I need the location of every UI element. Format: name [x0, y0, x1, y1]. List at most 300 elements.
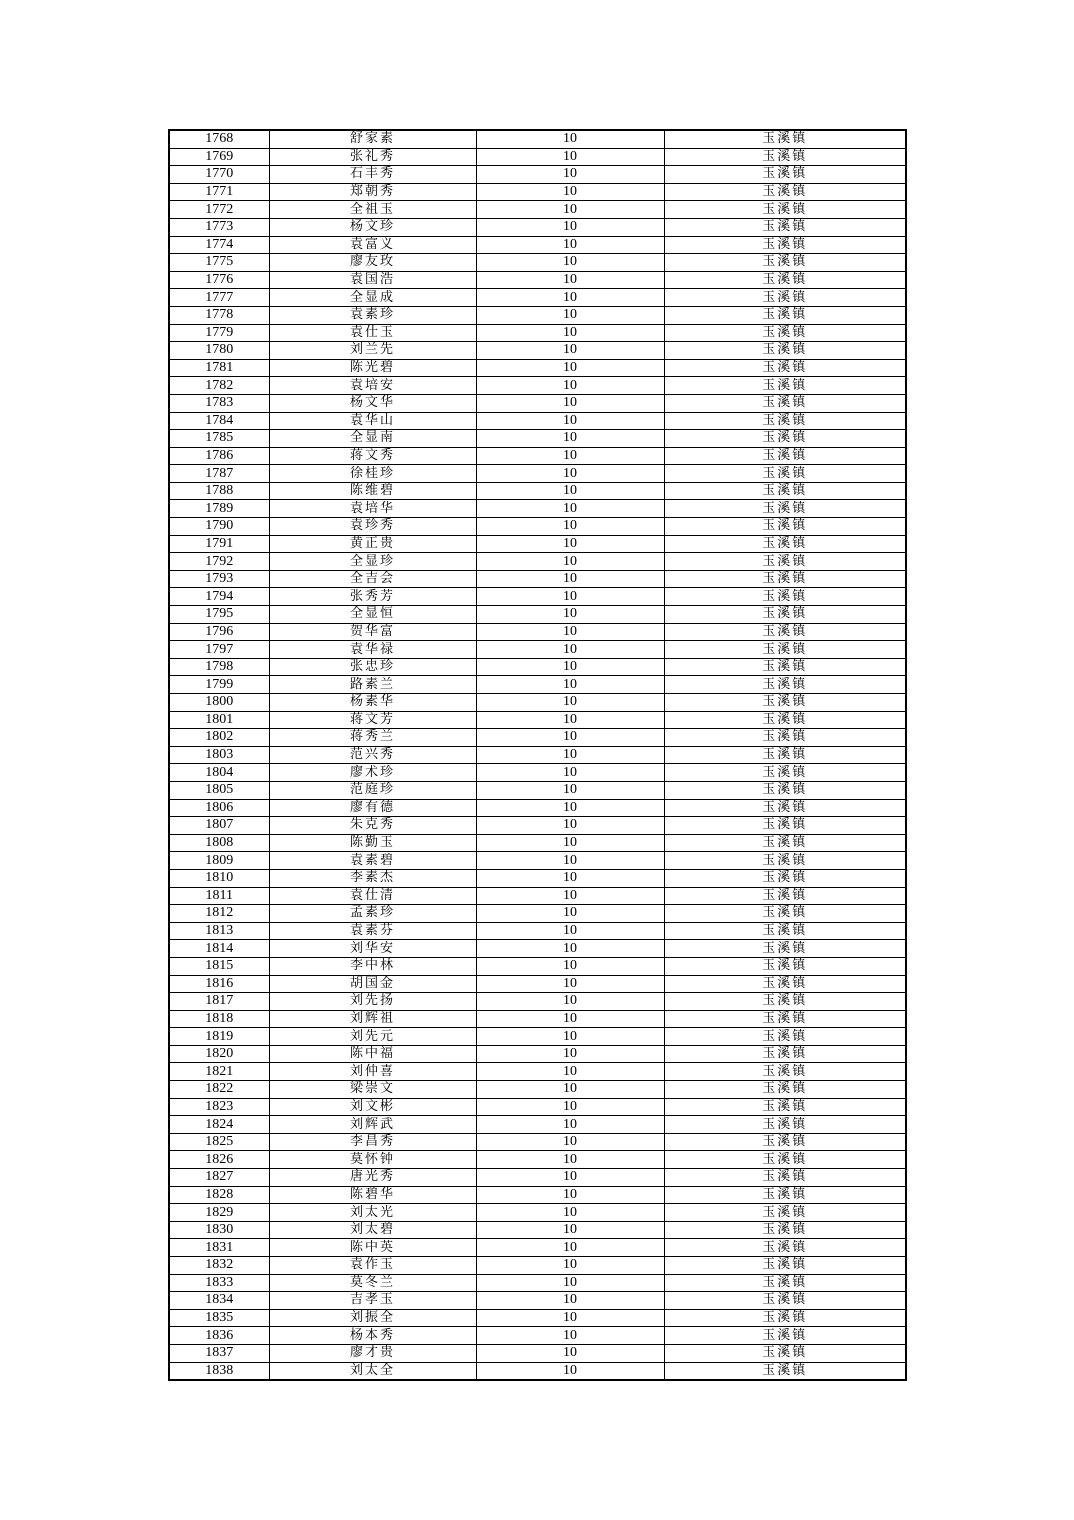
name-cell: 张秀芳: [269, 588, 476, 606]
row-number-cell: 1818: [169, 1010, 269, 1028]
row-number-cell: 1797: [169, 641, 269, 659]
name-cell: 袁华山: [269, 412, 476, 430]
row-number-cell: 1774: [169, 236, 269, 254]
name-cell: 袁素芬: [269, 922, 476, 940]
amount-cell: 10: [476, 518, 664, 536]
table-row: [169, 746, 906, 764]
row-number-cell: 1837: [169, 1344, 269, 1362]
town-cell: 玉溪镇: [664, 834, 906, 852]
row-number-cell: 1830: [169, 1221, 269, 1239]
table-row: [169, 518, 906, 536]
table-row: [169, 1098, 906, 1116]
town-cell: 玉溪镇: [664, 1257, 906, 1275]
town-cell: 玉溪镇: [664, 799, 906, 817]
row-number-cell: 1785: [169, 430, 269, 448]
name-cell: 范庭珍: [269, 781, 476, 799]
row-number-cell: 1834: [169, 1292, 269, 1310]
name-cell: 杨本秀: [269, 1327, 476, 1345]
name-cell: 蒋秀兰: [269, 729, 476, 747]
town-cell: 玉溪镇: [664, 535, 906, 553]
town-cell: 玉溪镇: [664, 359, 906, 377]
town-cell: 玉溪镇: [664, 1327, 906, 1345]
name-cell: 陈勤玉: [269, 834, 476, 852]
row-number-cell: 1826: [169, 1151, 269, 1169]
amount-cell: 10: [476, 1292, 664, 1310]
table-row: [169, 500, 906, 518]
amount-cell: 10: [476, 1169, 664, 1187]
name-cell: 张礼秀: [269, 148, 476, 166]
name-cell: 杨文华: [269, 394, 476, 412]
row-number-cell: 1791: [169, 535, 269, 553]
table-row: [169, 306, 906, 324]
name-cell: 张忠珍: [269, 658, 476, 676]
town-cell: 玉溪镇: [664, 729, 906, 747]
table-row: [169, 764, 906, 782]
name-cell: 刘仲喜: [269, 1063, 476, 1081]
row-number-cell: 1780: [169, 342, 269, 360]
amount-cell: 10: [476, 1221, 664, 1239]
amount-cell: 10: [476, 1274, 664, 1292]
table-row: [169, 465, 906, 483]
table-row: [169, 1309, 906, 1327]
name-cell: 袁珍秀: [269, 518, 476, 536]
name-cell: 全显珍: [269, 553, 476, 571]
table-row: [169, 394, 906, 412]
table-row: [169, 254, 906, 272]
row-number-cell: 1799: [169, 676, 269, 694]
name-cell: 全祖玉: [269, 201, 476, 219]
town-cell: 玉溪镇: [664, 306, 906, 324]
table-row: [169, 1292, 906, 1310]
name-cell: 刘先扬: [269, 993, 476, 1011]
row-number-cell: 1771: [169, 183, 269, 201]
row-number-cell: 1816: [169, 975, 269, 993]
name-cell: 刘太全: [269, 1362, 476, 1380]
row-number-cell: 1795: [169, 606, 269, 624]
amount-cell: 10: [476, 799, 664, 817]
name-cell: 袁培华: [269, 500, 476, 518]
town-cell: 玉溪镇: [664, 1292, 906, 1310]
amount-cell: 10: [476, 711, 664, 729]
name-cell: 刘华安: [269, 940, 476, 958]
table-row: [169, 1362, 906, 1380]
table-row: [169, 1344, 906, 1362]
row-number-cell: 1814: [169, 940, 269, 958]
name-cell: 袁仕玉: [269, 324, 476, 342]
table-row: [169, 1257, 906, 1275]
row-number-cell: 1803: [169, 746, 269, 764]
name-cell: 朱克秀: [269, 817, 476, 835]
name-cell: 袁作玉: [269, 1257, 476, 1275]
table-row: [169, 606, 906, 624]
name-cell: 孟素珍: [269, 905, 476, 923]
table-row: [169, 271, 906, 289]
amount-cell: 10: [476, 957, 664, 975]
table-row: [169, 430, 906, 448]
amount-cell: 10: [476, 1239, 664, 1257]
table-row: [169, 570, 906, 588]
name-cell: 全显恒: [269, 606, 476, 624]
town-cell: 玉溪镇: [664, 764, 906, 782]
town-cell: 玉溪镇: [664, 465, 906, 483]
row-number-cell: 1776: [169, 271, 269, 289]
table-row: [169, 1081, 906, 1099]
town-cell: 玉溪镇: [664, 342, 906, 360]
row-number-cell: 1833: [169, 1274, 269, 1292]
amount-cell: 10: [476, 535, 664, 553]
amount-cell: 10: [476, 746, 664, 764]
name-cell: 刘太光: [269, 1204, 476, 1222]
name-cell: 杨素华: [269, 694, 476, 712]
amount-cell: 10: [476, 1344, 664, 1362]
town-cell: 玉溪镇: [664, 183, 906, 201]
town-cell: 玉溪镇: [664, 869, 906, 887]
town-cell: 玉溪镇: [664, 588, 906, 606]
table-row: [169, 342, 906, 360]
name-cell: 袁素碧: [269, 852, 476, 870]
name-cell: 李中林: [269, 957, 476, 975]
table-row: [169, 553, 906, 571]
table-row: [169, 377, 906, 395]
table-row: [169, 1274, 906, 1292]
row-number-cell: 1768: [169, 130, 269, 148]
row-number-cell: 1782: [169, 377, 269, 395]
name-cell: 蒋文芳: [269, 711, 476, 729]
town-cell: 玉溪镇: [664, 1045, 906, 1063]
row-number-cell: 1781: [169, 359, 269, 377]
amount-cell: 10: [476, 254, 664, 272]
name-cell: 刘文彬: [269, 1098, 476, 1116]
name-cell: 廖才贵: [269, 1344, 476, 1362]
table-row: [169, 130, 906, 148]
amount-cell: 10: [476, 201, 664, 219]
amount-cell: 10: [476, 764, 664, 782]
amount-cell: 10: [476, 324, 664, 342]
table-body: [169, 130, 906, 1380]
amount-cell: 10: [476, 1063, 664, 1081]
table-row: [169, 183, 906, 201]
name-cell: 黄正贵: [269, 535, 476, 553]
name-cell: 舒家素: [269, 130, 476, 148]
town-cell: 玉溪镇: [664, 570, 906, 588]
row-number-cell: 1777: [169, 289, 269, 307]
town-cell: 玉溪镇: [664, 518, 906, 536]
table-row: [169, 1221, 906, 1239]
town-cell: 玉溪镇: [664, 236, 906, 254]
table-row: [169, 1204, 906, 1222]
row-number-cell: 1793: [169, 570, 269, 588]
name-cell: 陈光碧: [269, 359, 476, 377]
table-row: [169, 447, 906, 465]
town-cell: 玉溪镇: [664, 887, 906, 905]
amount-cell: 10: [476, 1116, 664, 1134]
name-cell: 郑朝秀: [269, 183, 476, 201]
table-row: [169, 834, 906, 852]
table-row: [169, 676, 906, 694]
town-cell: 玉溪镇: [664, 781, 906, 799]
table-row: [169, 1239, 906, 1257]
table-row: [169, 148, 906, 166]
table-row: [169, 869, 906, 887]
table-row: [169, 957, 906, 975]
row-number-cell: 1836: [169, 1327, 269, 1345]
town-cell: 玉溪镇: [664, 694, 906, 712]
town-cell: 玉溪镇: [664, 922, 906, 940]
amount-cell: 10: [476, 817, 664, 835]
row-number-cell: 1827: [169, 1169, 269, 1187]
row-number-cell: 1801: [169, 711, 269, 729]
amount-cell: 10: [476, 1309, 664, 1327]
amount-cell: 10: [476, 359, 664, 377]
row-number-cell: 1832: [169, 1257, 269, 1275]
town-cell: 玉溪镇: [664, 993, 906, 1011]
amount-cell: 10: [476, 465, 664, 483]
amount-cell: 10: [476, 869, 664, 887]
town-cell: 玉溪镇: [664, 641, 906, 659]
amount-cell: 10: [476, 993, 664, 1011]
amount-cell: 10: [476, 658, 664, 676]
amount-cell: 10: [476, 1028, 664, 1046]
table-row: [169, 781, 906, 799]
row-number-cell: 1769: [169, 148, 269, 166]
name-cell: 全显成: [269, 289, 476, 307]
amount-cell: 10: [476, 1045, 664, 1063]
town-cell: 玉溪镇: [664, 130, 906, 148]
town-cell: 玉溪镇: [664, 201, 906, 219]
row-number-cell: 1772: [169, 201, 269, 219]
data-table: [168, 129, 907, 1381]
name-cell: 李素杰: [269, 869, 476, 887]
town-cell: 玉溪镇: [664, 482, 906, 500]
table-row: [169, 711, 906, 729]
amount-cell: 10: [476, 1186, 664, 1204]
name-cell: 廖有德: [269, 799, 476, 817]
row-number-cell: 1821: [169, 1063, 269, 1081]
row-number-cell: 1787: [169, 465, 269, 483]
name-cell: 莫冬兰: [269, 1274, 476, 1292]
town-cell: 玉溪镇: [664, 218, 906, 236]
table-row: [169, 1028, 906, 1046]
name-cell: 袁国浩: [269, 271, 476, 289]
row-number-cell: 1794: [169, 588, 269, 606]
row-number-cell: 1824: [169, 1116, 269, 1134]
amount-cell: 10: [476, 641, 664, 659]
table-row: [169, 922, 906, 940]
amount-cell: 10: [476, 1133, 664, 1151]
amount-cell: 10: [476, 482, 664, 500]
name-cell: 刘振全: [269, 1309, 476, 1327]
row-number-cell: 1773: [169, 218, 269, 236]
table-row: [169, 905, 906, 923]
table-row: [169, 588, 906, 606]
amount-cell: 10: [476, 148, 664, 166]
amount-cell: 10: [476, 834, 664, 852]
town-cell: 玉溪镇: [664, 1186, 906, 1204]
town-cell: 玉溪镇: [664, 500, 906, 518]
town-cell: 玉溪镇: [664, 817, 906, 835]
table-row: [169, 166, 906, 184]
town-cell: 玉溪镇: [664, 1133, 906, 1151]
table-row: [169, 1116, 906, 1134]
row-number-cell: 1778: [169, 306, 269, 324]
row-number-cell: 1796: [169, 623, 269, 641]
row-number-cell: 1786: [169, 447, 269, 465]
table-row: [169, 729, 906, 747]
town-cell: 玉溪镇: [664, 1098, 906, 1116]
table-row: [169, 1063, 906, 1081]
amount-cell: 10: [476, 236, 664, 254]
row-number-cell: 1805: [169, 781, 269, 799]
row-number-cell: 1823: [169, 1098, 269, 1116]
row-number-cell: 1804: [169, 764, 269, 782]
town-cell: 玉溪镇: [664, 1169, 906, 1187]
town-cell: 玉溪镇: [664, 1239, 906, 1257]
name-cell: 刘兰先: [269, 342, 476, 360]
table-row: [169, 799, 906, 817]
amount-cell: 10: [476, 676, 664, 694]
town-cell: 玉溪镇: [664, 1344, 906, 1362]
row-number-cell: 1789: [169, 500, 269, 518]
row-number-cell: 1779: [169, 324, 269, 342]
town-cell: 玉溪镇: [664, 1274, 906, 1292]
name-cell: 陈碧华: [269, 1186, 476, 1204]
amount-cell: 10: [476, 1151, 664, 1169]
amount-cell: 10: [476, 606, 664, 624]
name-cell: 全吉会: [269, 570, 476, 588]
row-number-cell: 1783: [169, 394, 269, 412]
amount-cell: 10: [476, 447, 664, 465]
table-row: [169, 1169, 906, 1187]
table-row: [169, 940, 906, 958]
row-number-cell: 1813: [169, 922, 269, 940]
row-number-cell: 1770: [169, 166, 269, 184]
amount-cell: 10: [476, 500, 664, 518]
name-cell: 贺华富: [269, 623, 476, 641]
name-cell: 袁素珍: [269, 306, 476, 324]
row-number-cell: 1792: [169, 553, 269, 571]
town-cell: 玉溪镇: [664, 1028, 906, 1046]
table-row: [169, 817, 906, 835]
table-row: [169, 623, 906, 641]
amount-cell: 10: [476, 1098, 664, 1116]
amount-cell: 10: [476, 1327, 664, 1345]
name-cell: 路素兰: [269, 676, 476, 694]
town-cell: 玉溪镇: [664, 148, 906, 166]
town-cell: 玉溪镇: [664, 254, 906, 272]
name-cell: 李昌秀: [269, 1133, 476, 1151]
amount-cell: 10: [476, 729, 664, 747]
table-row: [169, 887, 906, 905]
amount-cell: 10: [476, 781, 664, 799]
amount-cell: 10: [476, 623, 664, 641]
table-row: [169, 1186, 906, 1204]
amount-cell: 10: [476, 430, 664, 448]
row-number-cell: 1838: [169, 1362, 269, 1380]
table-row: [169, 641, 906, 659]
name-cell: 梁崇文: [269, 1081, 476, 1099]
town-cell: 玉溪镇: [664, 412, 906, 430]
table-row: [169, 658, 906, 676]
name-cell: 刘先元: [269, 1028, 476, 1046]
row-number-cell: 1812: [169, 905, 269, 923]
name-cell: 全显南: [269, 430, 476, 448]
row-number-cell: 1811: [169, 887, 269, 905]
table-row: [169, 201, 906, 219]
amount-cell: 10: [476, 1257, 664, 1275]
town-cell: 玉溪镇: [664, 658, 906, 676]
town-cell: 玉溪镇: [664, 676, 906, 694]
table-row: [169, 1045, 906, 1063]
town-cell: 玉溪镇: [664, 957, 906, 975]
name-cell: 吉孝玉: [269, 1292, 476, 1310]
name-cell: 廖友玫: [269, 254, 476, 272]
table-row: [169, 975, 906, 993]
amount-cell: 10: [476, 183, 664, 201]
amount-cell: 10: [476, 887, 664, 905]
amount-cell: 10: [476, 588, 664, 606]
row-number-cell: 1800: [169, 694, 269, 712]
row-number-cell: 1808: [169, 834, 269, 852]
table-row: [169, 1133, 906, 1151]
row-number-cell: 1835: [169, 1309, 269, 1327]
amount-cell: 10: [476, 271, 664, 289]
row-number-cell: 1806: [169, 799, 269, 817]
table-row: [169, 535, 906, 553]
name-cell: 袁富义: [269, 236, 476, 254]
name-cell: 刘太碧: [269, 1221, 476, 1239]
town-cell: 玉溪镇: [664, 1063, 906, 1081]
row-number-cell: 1828: [169, 1186, 269, 1204]
name-cell: 袁华禄: [269, 641, 476, 659]
name-cell: 胡国金: [269, 975, 476, 993]
row-number-cell: 1802: [169, 729, 269, 747]
name-cell: 徐桂珍: [269, 465, 476, 483]
amount-cell: 10: [476, 166, 664, 184]
row-number-cell: 1788: [169, 482, 269, 500]
table-row: [169, 324, 906, 342]
town-cell: 玉溪镇: [664, 940, 906, 958]
town-cell: 玉溪镇: [664, 1204, 906, 1222]
town-cell: 玉溪镇: [664, 606, 906, 624]
name-cell: 石丰秀: [269, 166, 476, 184]
row-number-cell: 1831: [169, 1239, 269, 1257]
table-row: [169, 289, 906, 307]
name-cell: 陈中福: [269, 1045, 476, 1063]
town-cell: 玉溪镇: [664, 430, 906, 448]
amount-cell: 10: [476, 412, 664, 430]
town-cell: 玉溪镇: [664, 394, 906, 412]
amount-cell: 10: [476, 1010, 664, 1028]
row-number-cell: 1815: [169, 957, 269, 975]
town-cell: 玉溪镇: [664, 623, 906, 641]
town-cell: 玉溪镇: [664, 1151, 906, 1169]
row-number-cell: 1825: [169, 1133, 269, 1151]
town-cell: 玉溪镇: [664, 711, 906, 729]
town-cell: 玉溪镇: [664, 447, 906, 465]
amount-cell: 10: [476, 1081, 664, 1099]
name-cell: 唐光秀: [269, 1169, 476, 1187]
town-cell: 玉溪镇: [664, 975, 906, 993]
amount-cell: 10: [476, 570, 664, 588]
row-number-cell: 1820: [169, 1045, 269, 1063]
town-cell: 玉溪镇: [664, 746, 906, 764]
table-row: [169, 359, 906, 377]
row-number-cell: 1819: [169, 1028, 269, 1046]
town-cell: 玉溪镇: [664, 1081, 906, 1099]
table-row: [169, 1010, 906, 1028]
table-row: [169, 1151, 906, 1169]
town-cell: 玉溪镇: [664, 289, 906, 307]
